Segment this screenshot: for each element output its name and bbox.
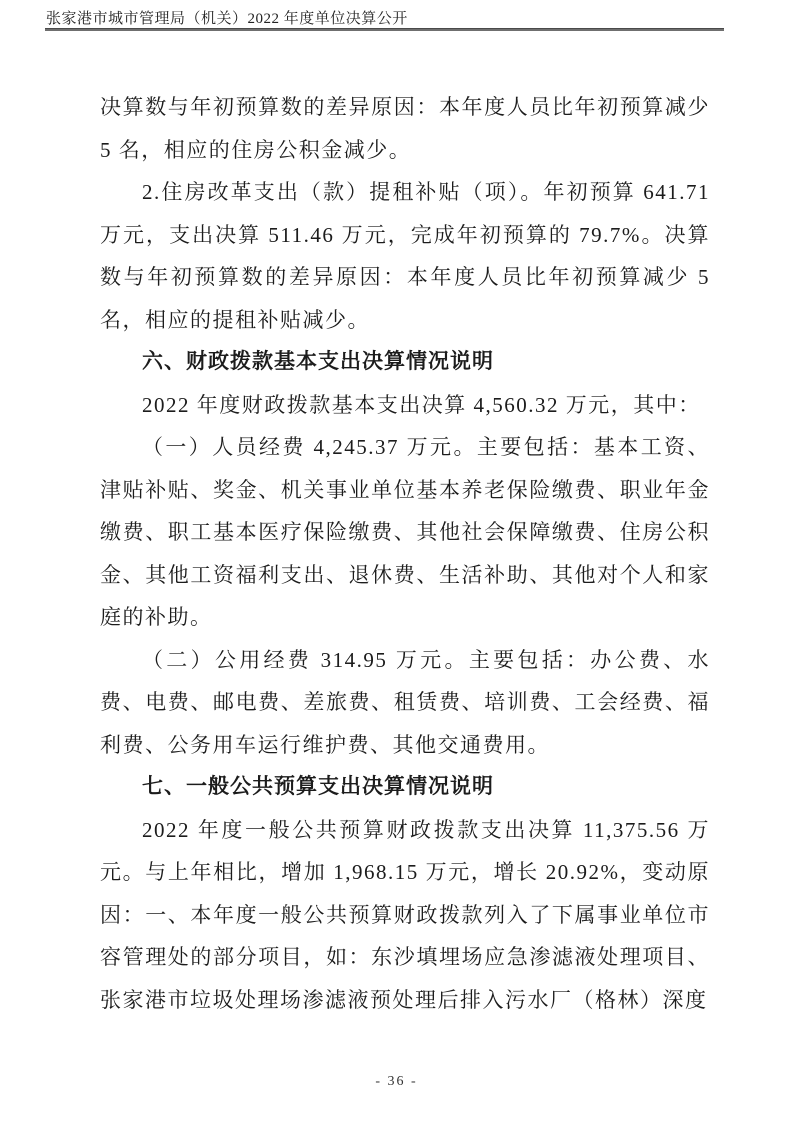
header-divider — [45, 28, 724, 31]
paragraph-personnel-expenses: （一）人员经费 4,245.37 万元。主要包括：基本工资、津贴补贴、奖金、机关事业单位基本养老保险缴费、职业年金缴费、职工基本医疗保险缴费、其他社会保障缴费、住房公积金、其他工资福利支出、退休费、生活补助、其他对个人和家庭的补助。 — [100, 435, 710, 629]
paragraph-public-expenses: （二）公用经费 314.95 万元。主要包括：办公费、水费、电费、邮电费、差旅费、租赁费、培训费、工会经费、福利费、公务用车运行维护费、其他交通费用。 — [100, 647, 710, 757]
paragraph-general-public-budget: 2022 年度一般公共预算财政拨款支出决算 11,375.56 万元。与上年相比，增加 1,968.15 万元，增长 20.92%，变动原因：一、本年度一般公共预算财政拨款列入了下属事业单位市容管理处的部分项目，如：东沙填埋场应急渗滤液处理项目、张家港市垃圾处理场渗滤液预处理后排入污水厂（格林）深度 — [100, 817, 710, 1012]
paragraph-difference-reason: 决算数与年初预算数的差异原因：本年度人员比年初预算减少 5 名，相应的住房公积金减少。 — [100, 95, 710, 162]
paragraph-housing-reform-subsidy: 2.住房改革支出（款）提租补贴（项）。年初预算 641.71 万元，支出决算 511.46 万元，完成年初预算的 79.7%。决算数与年初预算数的差异原因：本年度人员比年初预算减少 5 名，相应的提租补贴减少。 — [100, 180, 710, 332]
document-body — [100, 86, 710, 1021]
section-heading-seven: 七、一般公共预算支出决算情况说明 — [142, 775, 494, 798]
section-heading-six: 六、财政拨款基本支出决算情况说明 — [142, 350, 494, 373]
paragraph-basic-expenditure-total: 2022 年度财政拨款基本支出决算 4,560.32 万元，其中： — [142, 392, 701, 417]
page-number: - 36 - — [375, 1074, 418, 1089]
page-header-title: 张家港市城市管理局（机关）2022 年度单位决算公开 — [46, 11, 408, 27]
